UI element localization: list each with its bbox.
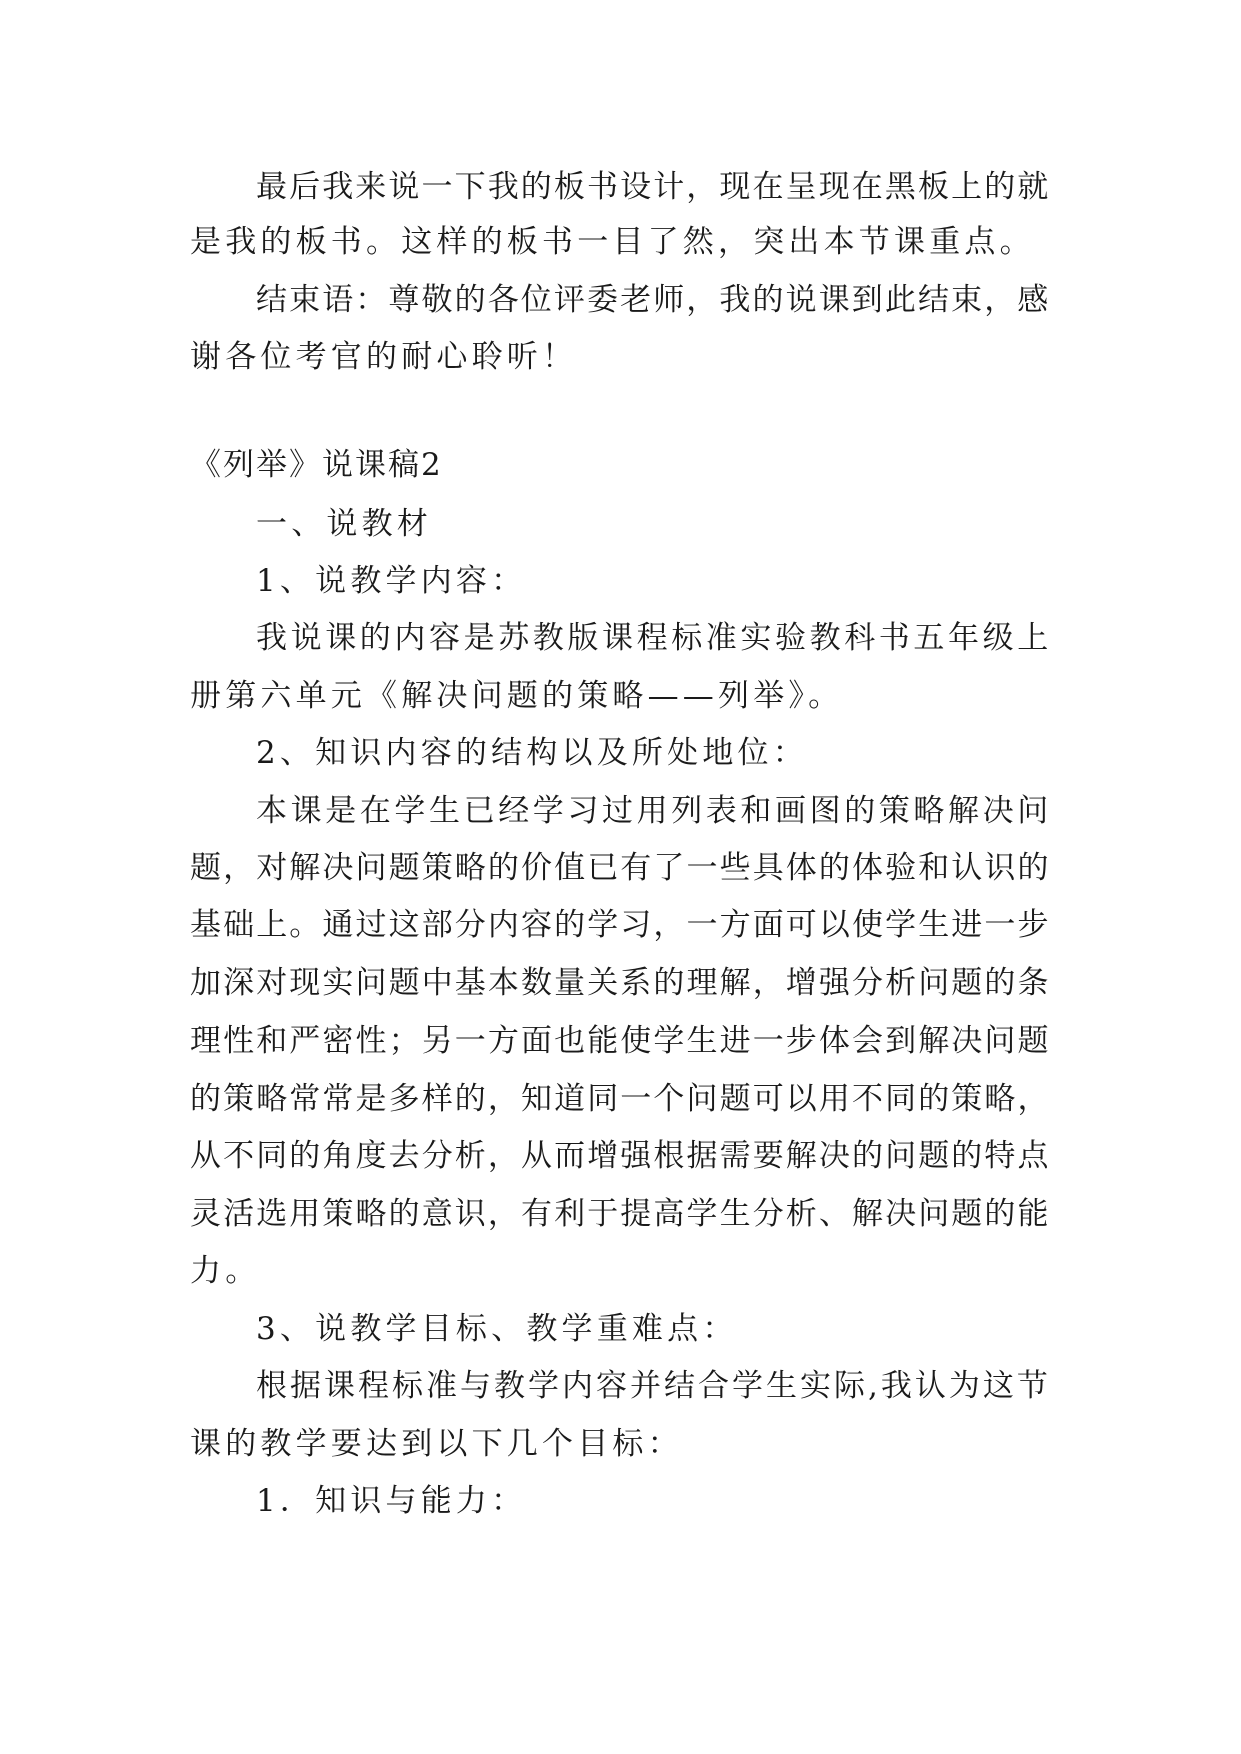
subsection-heading: 3、说教学目标、教学重难点：: [256, 1311, 738, 1347]
paragraph-line: 题，对解决问题策略的价值已有了一些具体的体验和认识的: [190, 850, 1051, 886]
paragraph-line: 的策略常常是多样的，知道同一个问题可以用不同的策略，: [190, 1081, 1051, 1117]
paragraph-line: 理性和严密性；另一方面也能使学生进一步体会到解决问题: [190, 1023, 1051, 1059]
subsection-heading: 1、说教学内容：: [256, 563, 527, 599]
paragraph-line: 从不同的角度去分析，从而增强根据需要解决的问题的特点: [190, 1138, 1051, 1174]
paragraph-line: 是我的板书。这样的板书一目了然，突出本节课重点。: [190, 224, 1035, 260]
section-heading: 一、说教材: [256, 506, 432, 542]
paragraph-line: 灵活选用策略的意识，有利于提高学生分析、解决问题的能: [190, 1196, 1051, 1232]
paragraph-line: 谢各位考官的耐心聆听！: [190, 339, 578, 375]
section-title: 《列举》说课稿2: [190, 447, 443, 483]
paragraph-line: 课的教学要达到以下几个目标：: [190, 1426, 683, 1462]
paragraph-line: 结束语：尊敬的各位评委老师，我的说课到此结束，感: [256, 282, 1051, 318]
paragraph-line: 最后我来说一下我的板书设计，现在呈现在黑板上的就: [256, 169, 1051, 205]
subsection-heading: 1．知识与能力：: [256, 1483, 527, 1519]
paragraph-line: 力。: [190, 1253, 261, 1289]
paragraph-line: 册第六单元《解决问题的策略——列举》。: [190, 678, 844, 714]
paragraph-line: 我说课的内容是苏教版课程标准实验教科书五年级上: [256, 620, 1052, 656]
paragraph-line: 根据课程标准与教学内容并结合学生实际,我认为这节: [256, 1368, 1051, 1404]
subsection-heading: 2、知识内容的结构以及所处地位：: [256, 735, 808, 771]
paragraph-line: 加深对现实问题中基本数量关系的理解，增强分析问题的条: [190, 965, 1051, 1001]
paragraph-line: 基础上。通过这部分内容的学习，一方面可以使学生进一步: [190, 907, 1051, 943]
paragraph-line: 本课是在学生已经学习过用列表和画图的策略解决问: [256, 793, 1052, 829]
